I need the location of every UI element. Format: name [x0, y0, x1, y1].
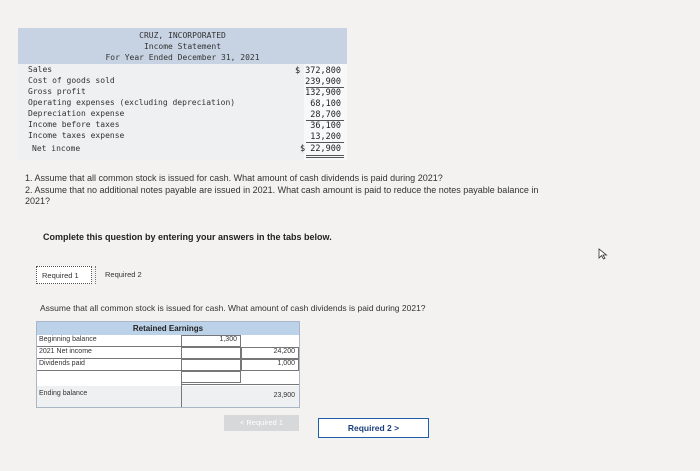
income-statement: [18, 28, 347, 160]
label-net-income: 2021 Net income: [39, 348, 92, 355]
row-income-before-taxes-label: Income before taxes: [28, 120, 120, 129]
total-double-rule: [306, 155, 344, 156]
row-depreciation-label: Depreciation expense: [28, 109, 125, 118]
row-opex-amount: 68,100: [310, 99, 341, 109]
label-beginning-balance: Beginning balance: [39, 336, 97, 343]
company-name: CRUZ, INCORPORATED: [139, 31, 226, 40]
retained-earnings-t-account: [36, 321, 300, 408]
tab-required-2[interactable]: Required 2: [105, 270, 142, 279]
left-amount-input[interactable]: [181, 359, 241, 371]
tab-required-1[interactable]: Required 1: [36, 266, 92, 284]
row-sales-label: Sales: [28, 65, 53, 74]
row-gross-profit-label: Gross profit: [28, 87, 86, 96]
question-2-line-1: 2. Assume that no additional notes payable are issued in 2021. What cash amount is paid to reduce the notes payable balance in: [25, 185, 539, 195]
row-line: [37, 370, 181, 371]
question-2-line-2: 2021?: [25, 196, 51, 206]
sub-question: Assume that all common stock is issued for cash. What amount of cash dividends is paid during 2021?: [40, 303, 426, 313]
row-income-before-taxes-amount: 36,100: [310, 121, 341, 131]
row-cogs-amount: 239,900: [305, 77, 341, 87]
mouse-cursor-icon: [598, 248, 608, 260]
t-account-title: Retained Earnings: [37, 322, 299, 335]
row-sales-amount: $ 372,800: [294, 66, 341, 76]
row-gross-profit-amount: 132,900: [305, 88, 341, 98]
right-amount-dividends: 1,000: [277, 360, 295, 367]
row-line: [37, 346, 181, 347]
statement-title: Income Statement: [143, 42, 222, 51]
row-cogs-label: Cost of goods sold: [28, 76, 115, 85]
row-net-income-label: Net income: [32, 144, 81, 153]
balance-line: [181, 384, 299, 385]
statement-period: For Year Ended December 31, 2021: [105, 53, 260, 62]
question-1: 1. Assume that all common stock is issued for cash. What amount of cash dividends is paid during 2021?: [25, 173, 443, 183]
label-dividends-paid: Dividends paid: [39, 360, 85, 367]
tab-separator: [95, 266, 96, 284]
total-double-rule: [306, 157, 344, 158]
right-amount-net-income: 24,200: [273, 348, 295, 355]
row-net-income-amount: $ 22,900: [300, 144, 341, 154]
label-ending-balance: Ending balance: [39, 390, 88, 397]
ending-balance-value: 23,900: [273, 392, 295, 399]
row-opex-label: Operating expenses (excluding depreciation): [28, 98, 236, 107]
row-taxes-amount: 13,200: [310, 132, 341, 142]
row-line: [37, 358, 181, 359]
row-depreciation-amount: 28,700: [310, 110, 341, 120]
left-amount-value: 1,300: [219, 336, 237, 343]
left-amount-input[interactable]: [181, 347, 241, 359]
next-required-2-button[interactable]: Required 2 >: [318, 418, 429, 438]
instruction-text: Complete this question by entering your answers in the tabs below.: [43, 232, 332, 242]
row-taxes-label: Income taxes expense: [28, 131, 125, 140]
statement-header: [18, 28, 347, 64]
left-amount-input[interactable]: [181, 371, 241, 383]
prev-required-1-button[interactable]: < Required 1: [224, 415, 299, 431]
subtotal-rule: [306, 142, 344, 143]
